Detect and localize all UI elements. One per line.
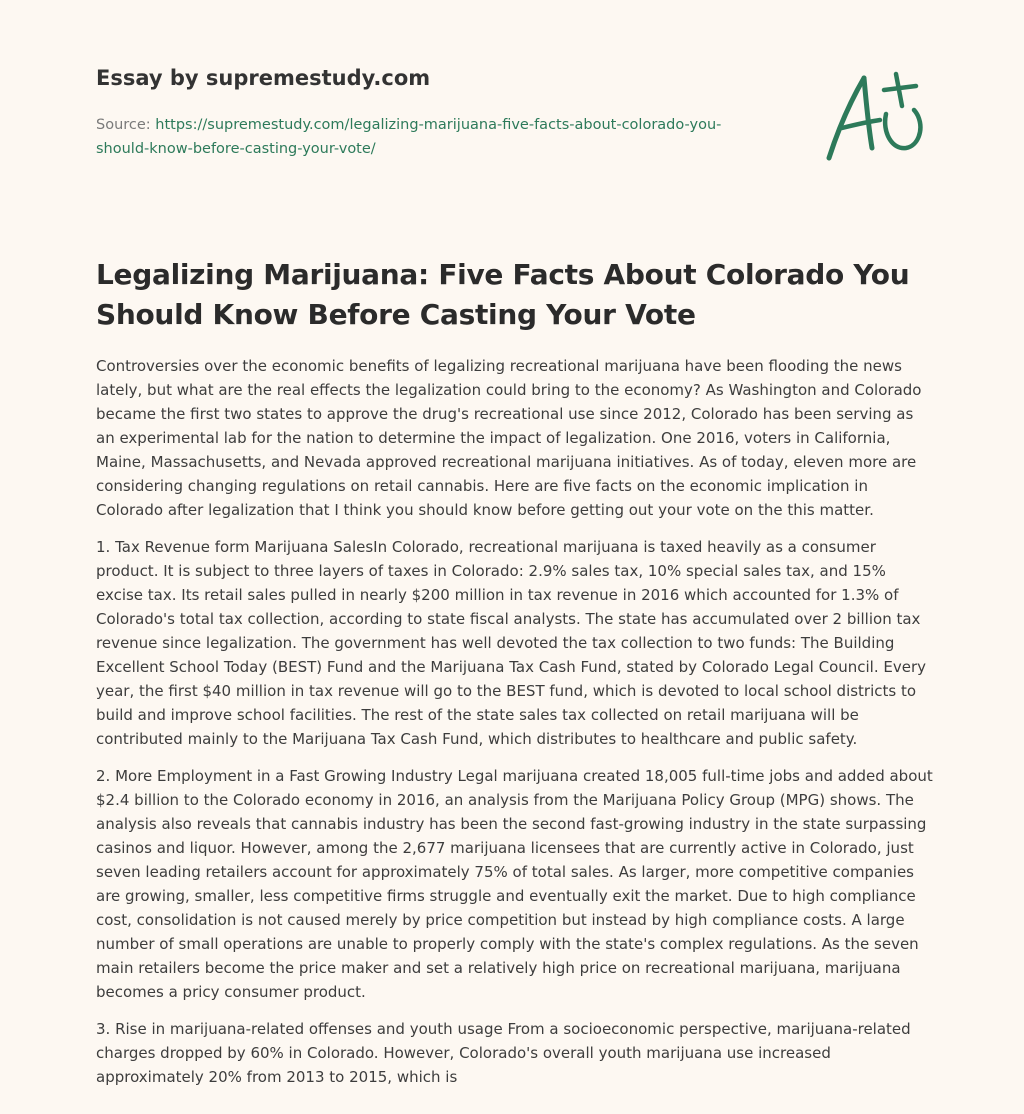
source-label: Source: xyxy=(96,117,156,133)
essay-title-line-2: Should Know Before Casting Your Vote xyxy=(96,298,696,331)
essay-paragraph: 1. Tax Revenue form Marijuana SalesIn Colorado, recreational marijuana is taxed heavily as a consumer product. It is subject to three layers of taxes in Colorado: 2.9% sales tax, 10% special sales tax, and 15% excise tax. Its retail sales pulled in nearly $200 million in tax revenue in 2016 which accounted for 1.3% of Colorado's total tax collection, according to state fiscal analysts. The state has accumulated over 2 billion tax revenue since legalization. The government has well devoted the tax collection to two funds: The Building Excellent School Today (BEST) Fund and the Marijuana Tax Cash Fund, stated by Colorado Legal Council. Every year, the first $40 million in tax revenue will go to the BEST fund, which is devoted to local school districts to build and improve school facilities. The rest of the state sales tax collected on retail marijuana will be contributed mainly to the Marijuana Tax Cash Fund, which distributes to healthcare and public safety. xyxy=(96,538,927,748)
essay-paragraph: Controversies over the economic benefits of legalizing recreational marijuana have been flooding the news lately, but what are the real effects the legalization could bring to the economy? As Washington and Colorado became the first two states to approve the drug's recreational use since 2012, Colorado has been serving as an experimental lab for the nation to determine the impact of legalization. One 2016, voters in California, Maine, Massachusetts, and Nevada approved recreational marijuana initiatives. As of today, eleven more are considering changing regulations on retail cannabis. Here are five facts on the economic implication in Colorado after legalization that I think you should know before getting out your vote on the this matter. xyxy=(96,357,922,519)
source-line xyxy=(96,113,776,161)
essay-body xyxy=(96,354,936,1102)
essay-paragraph: 3. Rise in marijuana-related offenses and youth usage From a socioeconomic perspective, marijuana-related charges dropped by 60% in Colorado. However, Colorado's overall youth marijuana use increased approximately 20% from 2013 to 2015, which is xyxy=(96,1020,911,1086)
essay-title xyxy=(96,255,936,335)
source-url-line-1: https://supremestudy.com/legalizing-marijuana-five-facts-about-colorado-you- xyxy=(155,117,722,133)
source-link[interactable] xyxy=(96,117,721,157)
source-url-line-2: should-know-before-casting-your-vote/ xyxy=(96,141,376,157)
essay-header xyxy=(96,64,776,161)
essay-paragraph: 2. More Employment in a Fast Growing Industry Legal marijuana created 18,005 full-time jobs and added about $2.4 billion to the Colorado economy in 2016, an analysis from the Marijuana Policy Group (MPG) shows. The analysis also reveals that cannabis industry has been the second fast-growing industry in the state surpassing casinos and liquor. However, among the 2,677 marijuana licensees that are currently active in Colorado, just seven leading retailers account for approximately 75% of total sales. As larger, more competitive companies are growing, smaller, less competitive firms struggle and eventually exit the market. Due to high compliance cost, consolidation is not caused merely by price competition but instead by high compliance costs. A large number of small operations are unable to properly comply with the state's complex regulations. As the seven main retailers become the price maker and set a relatively high price on recreational marijuana, marijuana becomes a pricy consumer product. xyxy=(96,767,933,1001)
site-title: Essay by supremestudy.com xyxy=(96,66,431,90)
essay-title-line-1: Legalizing Marijuana: Five Facts About Colorado You xyxy=(96,258,910,291)
a-plus-grade-icon xyxy=(822,68,932,164)
